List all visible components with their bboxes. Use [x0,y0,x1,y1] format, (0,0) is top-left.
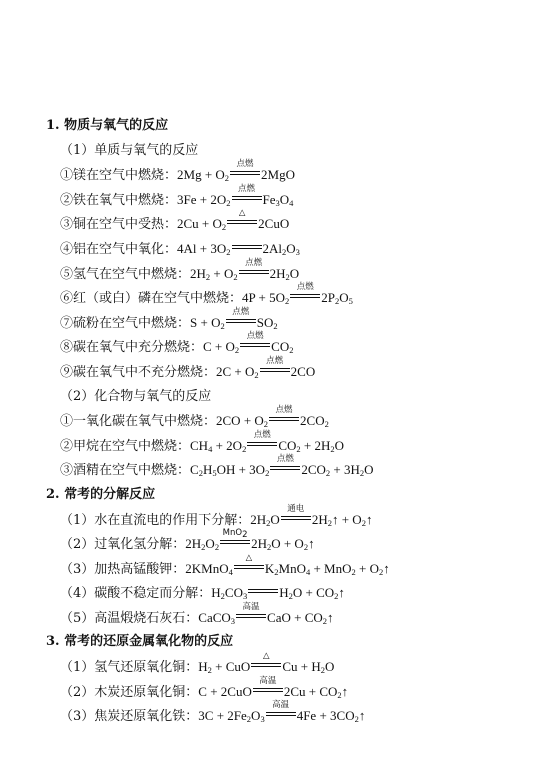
equation-products: $2Al_2O_3$ [262,240,300,257]
equation-products: 2CO [290,363,316,379]
equation-products: 2MgO [261,167,295,183]
reaction-condition: 点燃 [276,454,294,465]
reaction-label: ③铜在空气中受热： [60,217,178,233]
reaction-condition-sign [234,552,264,573]
reaction-label: ⑦硫粉在空气中燃烧： [60,315,191,331]
reaction-item [46,257,516,287]
reaction-condition: 点燃 [296,282,314,293]
equation-products: $SO_2$ [256,314,278,331]
reaction-condition-sign [266,700,296,720]
reaction-item [46,581,516,606]
reaction-label: ⑤氢气在空气中燃烧： [60,266,191,282]
equation-reactants: $4Al + 3O_2$ [177,240,231,257]
reaction-item [46,237,516,262]
reaction-condition: △ [245,552,253,563]
reaction-condition-sign [227,208,257,228]
equation-products: $2H_2O$ + $O_2↑$ [251,536,315,553]
equation-reactants: $C_2H_5OH + 3O_2$ [190,462,270,479]
reaction-condition-sign [239,257,269,278]
reaction-condition: 点燃 [266,355,284,366]
reaction-condition: △ [263,651,270,662]
reaction-item [46,503,516,533]
reaction-condition-sign [232,183,262,204]
equation-reactants: $2Cu + O_2$ [177,216,227,233]
equation-reactants: $H_2CO_3$ [211,585,248,602]
reaction-condition-sign [240,331,270,351]
subsection-heading: （1）单质与氧气的反应 [60,142,199,158]
reaction-item [46,405,516,434]
reaction-condition-sign [220,528,250,548]
reaction-condition-sign [247,429,277,450]
equation-reactants: $2H_2 + O_2$ [190,265,238,282]
reaction-item [46,528,516,557]
equation-reactants: $S + O_2$ [190,314,225,331]
equation-reactants: C + 2CuO [198,683,252,699]
equation-reactants: CaCO$_3$ [198,609,236,626]
equation-products: $2P_2O_5$ [321,290,353,307]
reaction-item [46,601,516,631]
reaction-condition: 点燃 [275,405,293,416]
equation-reactants: 2KMnO$_4$ [185,560,233,577]
reaction-condition: 点燃 [232,306,250,317]
reaction-label: （1）氢气还原氧化铜： [60,660,199,676]
reaction-condition-sign [230,159,260,179]
equation-products: $H_2O$ + $CO_2↑$ [279,585,345,602]
reaction-condition: 高温 [259,675,277,686]
reaction-label: （1）水在直流电的作用下分解： [60,512,251,528]
reaction-label: （5）高温煅烧石灰石： [60,610,199,626]
reaction-condition: 通电 [287,503,305,514]
reaction-condition: 点燃 [236,159,254,170]
reaction-label: （2）过氧化氢分解： [60,537,186,553]
equation-products: $2H_2O$ [269,265,300,282]
equation-reactants: $2H_2O$ [250,511,280,528]
reaction-label: （2）木炭还原氧化铜： [60,684,199,700]
reaction-label: ①一氧化碳在氧气中燃烧： [60,414,217,430]
reaction-label: ④铝在空气中氧化： [60,241,178,257]
reaction-condition: 点燃 [253,429,271,440]
reaction-condition-sign [260,355,290,376]
reaction-condition: △ [238,208,246,219]
reaction-condition-sign [269,405,299,425]
reaction-item [46,159,516,188]
reaction-condition: 高温 [242,601,260,612]
equation-products: $2Cu + CO_2↑$ [283,683,349,700]
equation-products: $Cu + H_2O$ [282,659,335,676]
equation-products: $2H_2↑$ + $O_2↑$ [311,511,373,528]
equation-reactants: $2C + O_2$ [216,363,259,380]
equation-products: $4Fe + 3CO_2↑$ [296,708,366,725]
reaction-condition-sign [236,601,266,622]
equation-products: 2CuO [258,216,290,232]
equation-reactants: $3Fe + 2O_2$ [177,191,231,208]
equation-reactants: $3C + 2Fe_2O_3$ [198,708,265,725]
reaction-condition-sign [232,243,262,253]
reaction-item [46,454,516,483]
reaction-label: ②甲烷在空气中燃烧： [60,438,191,454]
reaction-list [46,114,516,729]
reaction-item [46,700,516,729]
reaction-item [46,552,516,582]
equation-reactants: $2Mg + O_2$ [177,167,230,184]
reaction-label: （4）碳酸不稳定而分解： [60,586,212,602]
equation-reactants: $C + O_2$ [203,339,240,356]
reaction-label: ⑧碳在氧气中充分燃烧： [60,340,204,356]
equation-reactants: $2CO + O_2$ [216,413,269,430]
reaction-label: ⑥红（或白）磷在空气中燃烧： [60,291,243,307]
subsection-heading: （2）化合物与氧气的反应 [60,388,212,404]
reaction-condition-sign [226,306,256,327]
reaction-label: ③酒精在空气中燃烧： [60,463,191,479]
reaction-condition: 点燃 [246,331,264,342]
reaction-item [46,355,516,385]
reaction-item [46,208,516,237]
reaction-item [46,282,516,311]
equation-reactants: $2H_2O_2$ [185,536,220,553]
reaction-condition: MnO$_2$ [222,528,248,541]
reaction-condition-sign [248,587,278,597]
reaction-condition: 点燃 [245,257,263,268]
reaction-item [46,306,516,336]
reaction-condition-sign [253,675,283,696]
equation-products: CaO + $CO_2↑$ [267,609,334,626]
reaction-label: ②铁在氧气中燃烧： [60,192,178,208]
reaction-item [46,183,516,213]
reaction-condition-sign [290,282,320,302]
reaction-label: ①镁在空气中燃烧： [60,168,178,184]
section-heading: 3. 常考的还原金属氧化物的反应 [46,634,234,650]
reaction-condition: 高温 [272,700,290,711]
section-heading: 1. 物质与氧气的反应 [46,118,169,133]
reaction-condition-sign [281,503,311,524]
reaction-condition-sign [270,454,300,474]
equation-products: $CO_2$ [271,339,294,356]
equation-reactants: $H_2$ + CuO [198,659,251,676]
section-heading: 2. 常考的分解反应 [46,486,156,502]
equation-products: $CO_2 + 2H_2O$ [278,437,344,454]
equation-products: $2CO_2 + 3H_2O$ [301,462,374,479]
reaction-label: （3）加热高锰酸钾： [60,561,186,577]
reaction-condition: 点燃 [237,183,255,194]
equation-products: $2CO_2$ [300,413,329,430]
reaction-label: （3）焦炭还原氧化铁： [60,709,199,725]
equation-products: $K_2MnO_4 + MnO_2$ + $O_2↑$ [264,560,390,577]
equation-reactants: $4P + 5O_2$ [242,290,290,307]
equation-reactants: $CH_4 + 2O_2$ [190,437,247,454]
equation-products: $Fe_3O_4$ [262,191,294,208]
reaction-label: ⑨碳在氧气中不充分燃烧： [60,364,217,380]
reaction-condition-sign [251,651,281,671]
